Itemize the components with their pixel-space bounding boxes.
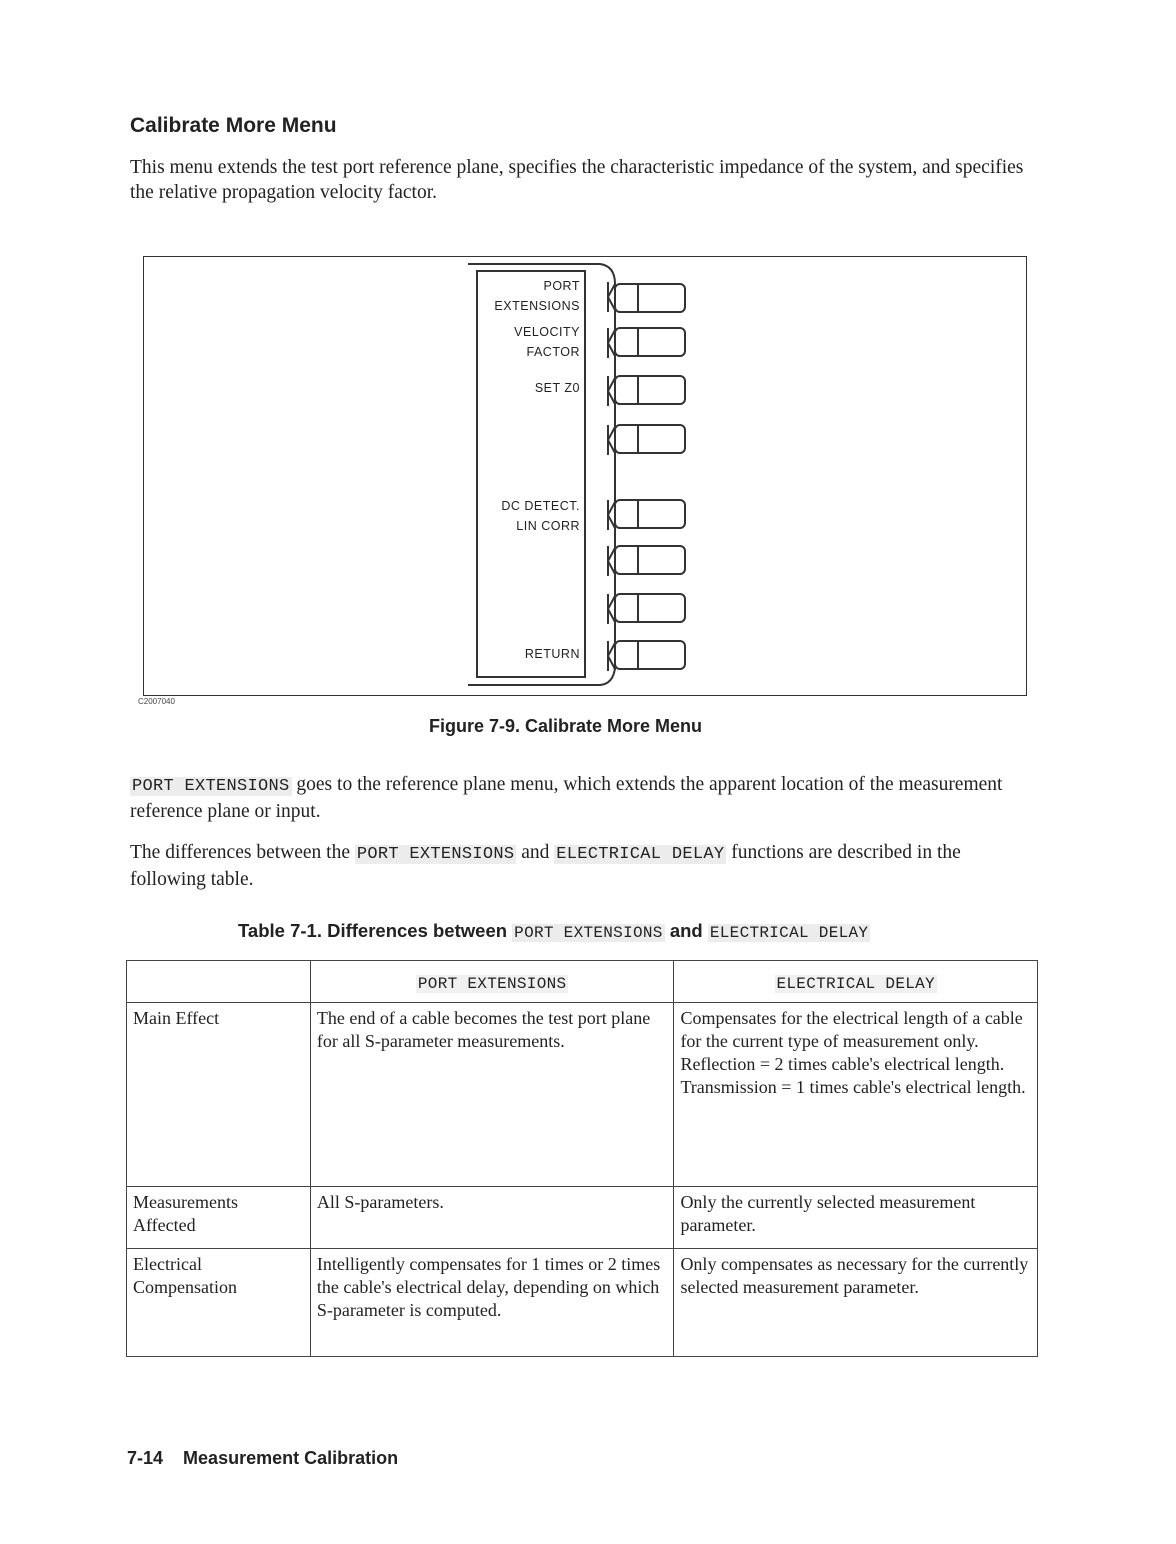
figure-caption: Figure 7-9. Calibrate More Menu [429, 716, 703, 736]
softkey-button-2 [608, 328, 685, 358]
softkey-button-7 [608, 594, 685, 624]
softkey-label-return: RETURN [524, 647, 580, 661]
paragraph-differences: The differences between the PORT EXTENSIONS and ELECTRICAL DELAY functions are described in the following table. [130, 842, 961, 890]
softkey-port-extensions: PORT EXTENSIONS [356, 845, 515, 864]
figure-id-code: C2007040 [138, 697, 175, 706]
table-header-electrical-delay: ELECTRICAL DELAY [674, 961, 1038, 1003]
softkey-label-dc-detect-lin-corr: DC DETECT. LIN CORR [501, 499, 580, 533]
comparison-table [126, 960, 1038, 1357]
table-row [127, 1187, 1038, 1249]
page-number: 7-14 [127, 1448, 164, 1468]
electrical-delay-cell: Only the currently selected measurement parameter. [674, 1187, 1038, 1249]
electrical-delay-cell: Compensates for the electrical length of a cable for the current type of measurement only. Reflection = 2 times cable's electrical length. Transmission = 1 times cable's electrical length. [674, 1003, 1038, 1187]
softkey-button-6 [608, 546, 685, 576]
table-row [127, 1249, 1038, 1357]
row-label: Measurements Affected [127, 1187, 311, 1249]
table-header-row [127, 961, 1038, 1003]
row-label: Main Effect [127, 1003, 311, 1187]
softkey-button-1 [608, 282, 685, 312]
page-footer [127, 1448, 398, 1469]
softkey-button-4 [608, 425, 685, 455]
softkey-port-extensions: PORT EXTENSIONS [132, 777, 290, 796]
port-extensions-cell: Intelligently compensates for 1 times or 2 times the cable's electrical delay, depending on which S-parameter is computed. [310, 1249, 674, 1357]
intro-paragraph: This menu extends the test port reference plane, specifies the characteristic impedance of the system, and specifies the relative propagation velocity factor. [130, 157, 1024, 203]
table-header-port-extensions: PORT EXTENSIONS [310, 961, 674, 1003]
paragraph-port-extensions: PORT EXTENSIONS goes to the reference plane menu, which extends the apparent location of the measurement reference plane or input. [130, 774, 1003, 822]
softkey-buttons [600, 270, 700, 680]
softkey-button-5 [608, 500, 685, 530]
softkey-label-port-extensions: PORT EXTENSIONS [494, 279, 580, 313]
softkey-button-8 [608, 641, 685, 671]
table-caption: Table 7-1. Differences between PORT EXTENSIONS and ELECTRICAL DELAY [238, 920, 869, 942]
electrical-delay-cell: Only compensates as necessary for the currently selected measurement parameter. [674, 1249, 1038, 1357]
softkey-button-3 [608, 376, 685, 406]
softkey-electrical-delay: ELECTRICAL DELAY [556, 845, 725, 864]
softkey-label-set-z0: SET Z0 [534, 381, 580, 395]
table-header-empty [127, 961, 311, 1003]
port-extensions-cell: All S-parameters. [310, 1187, 674, 1249]
port-extensions-cell: The end of a cable becomes the test port plane for all S-parameter measurements. [310, 1003, 674, 1187]
table-row [127, 1003, 1038, 1187]
row-label: Electrical Compensation [127, 1249, 311, 1357]
chapter-title: Measurement Calibration [183, 1448, 399, 1468]
section-title: Calibrate More Menu [130, 114, 337, 137]
softkey-label-velocity-factor: VELOCITY FACTOR [514, 325, 580, 359]
